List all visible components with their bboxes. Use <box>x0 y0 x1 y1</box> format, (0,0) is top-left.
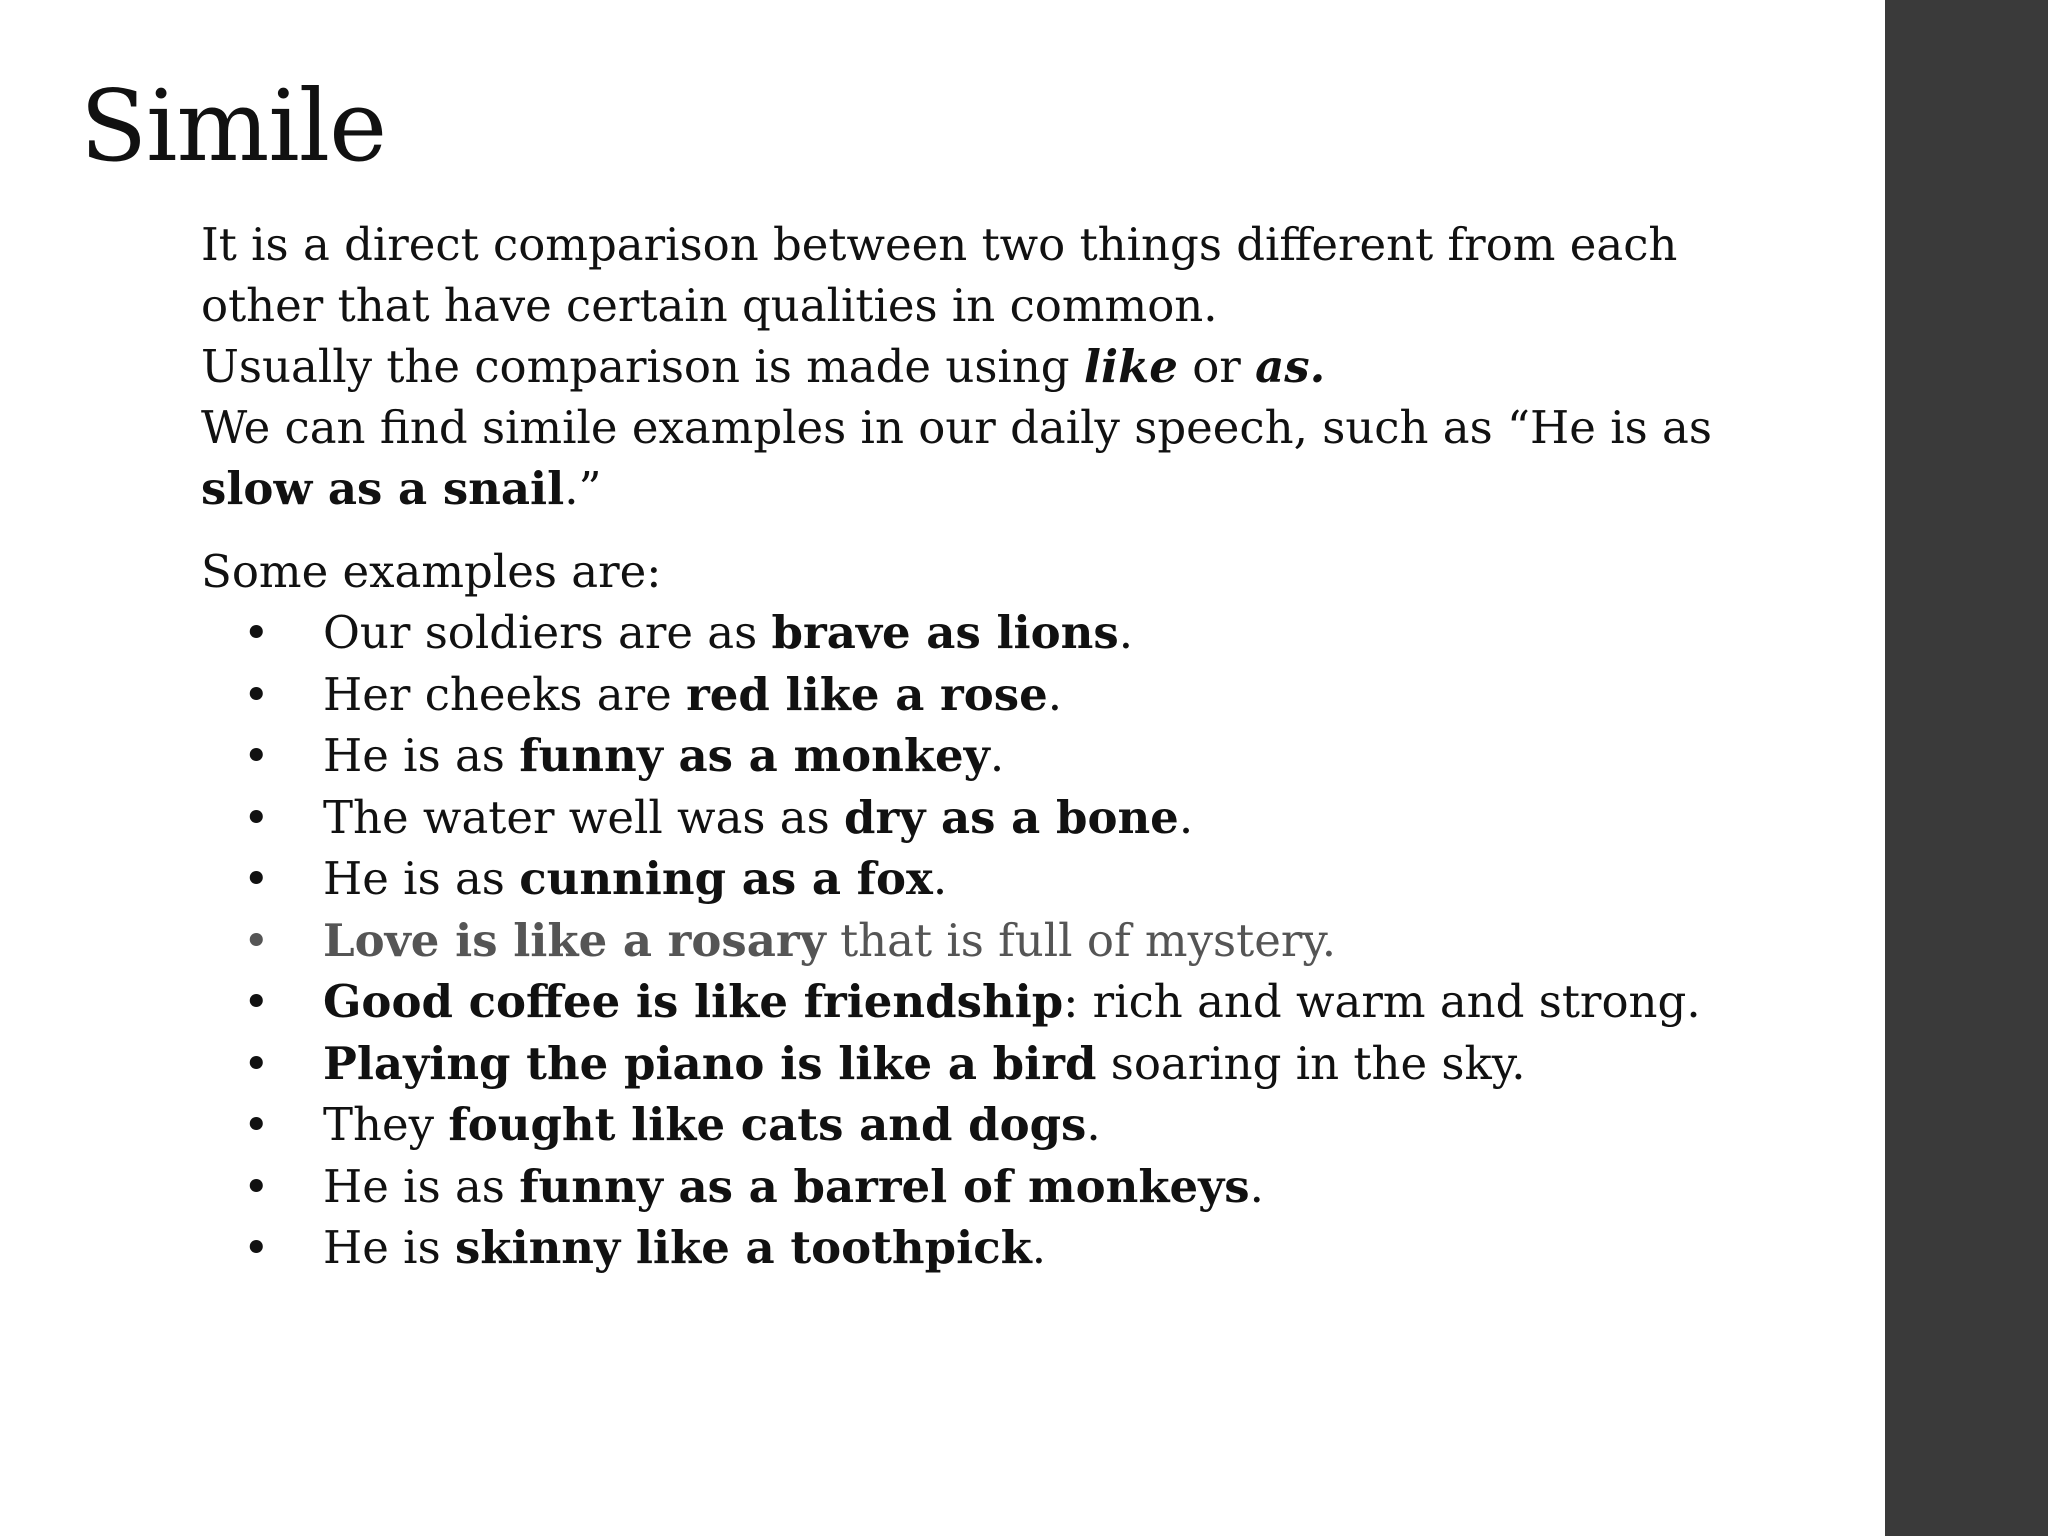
example-item <box>201 664 1821 726</box>
example-item <box>201 725 1821 787</box>
bullet-icon: • <box>243 790 270 844</box>
intro-line: Usually the comparison is made using like or as. <box>201 340 1326 393</box>
emphasis-text: Playing the piano is like a bird <box>323 1036 1097 1090</box>
example-text: He is as funny as a barrel of monkeys. <box>323 1159 1264 1213</box>
emphasis-text: Good coffee is like friendship <box>323 975 1064 1028</box>
examples-heading: Some examples are: <box>201 545 662 598</box>
example-text: The water well was as dry as a bone. <box>323 790 1194 844</box>
emphasis-text: brave as lions <box>771 606 1119 659</box>
intro-paragraph <box>201 214 1821 519</box>
example-text: Good coffee is like friendship: rich and warm and strong. <box>323 975 1701 1028</box>
bullet-icon: • <box>243 606 270 659</box>
decorative-sidebar <box>1885 0 2048 1536</box>
example-item <box>201 1217 1821 1279</box>
example-text: He is as funny as a monkey. <box>323 729 1005 782</box>
bullet-icon: • <box>243 729 270 782</box>
emphasis-text: dry as a bone <box>844 790 1179 844</box>
example-item <box>201 602 1821 664</box>
bullet-icon: • <box>243 1036 270 1090</box>
bullet-icon: • <box>243 1098 270 1151</box>
emphasis-text: skinny like a toothpick <box>454 1221 1032 1274</box>
bullet-icon: • <box>243 1159 270 1213</box>
emphasis-text: red like a rose <box>686 667 1048 721</box>
bullet-icon: • <box>243 913 270 967</box>
example-item <box>201 848 1821 910</box>
example-item <box>201 910 1821 972</box>
example-text: He is as cunning as a fox. <box>323 852 948 905</box>
intro-line: It is a direct comparison between two things different from each <box>201 218 1678 271</box>
bullet-icon: • <box>243 667 270 721</box>
slide-body <box>201 214 1821 1279</box>
bullet-icon: • <box>243 975 270 1028</box>
example-item <box>201 971 1821 1033</box>
emphasis-text: slow as a snail <box>201 462 565 515</box>
emphasis-text: as. <box>1255 340 1326 393</box>
example-item <box>201 1094 1821 1156</box>
example-item <box>201 1033 1821 1095</box>
examples-list <box>201 602 1821 1279</box>
emphasis-text: like <box>1083 340 1178 393</box>
bullet-icon: • <box>243 852 270 905</box>
intro-line: other that have certain qualities in common. <box>201 279 1218 332</box>
example-text: Playing the piano is like a bird soaring in the sky. <box>323 1036 1526 1090</box>
example-item <box>201 1156 1821 1218</box>
bullet-icon: • <box>243 1221 270 1274</box>
example-text: They fought like cats and dogs. <box>323 1098 1101 1151</box>
example-text: Love is like a rosary that is full of mystery. <box>323 913 1337 967</box>
intro-line: We can find simile examples in our daily speech, such as “He is as <box>201 401 1712 454</box>
intro-line: slow as a snail.” <box>201 462 602 515</box>
emphasis-text: fought like cats and dogs <box>448 1098 1087 1151</box>
example-item <box>201 787 1821 849</box>
emphasis-text: cunning as a fox <box>519 852 933 905</box>
slide-title: Simile <box>80 70 387 184</box>
emphasis-text: funny as a barrel of monkeys <box>519 1159 1250 1213</box>
example-text: He is skinny like a toothpick. <box>323 1221 1047 1274</box>
emphasis-text: Love is like a rosary <box>323 913 826 967</box>
example-text: Our soldiers are as brave as lions. <box>323 606 1134 659</box>
example-text: Her cheeks are red like a rose. <box>323 667 1063 721</box>
emphasis-text: funny as a monkey <box>519 729 990 782</box>
